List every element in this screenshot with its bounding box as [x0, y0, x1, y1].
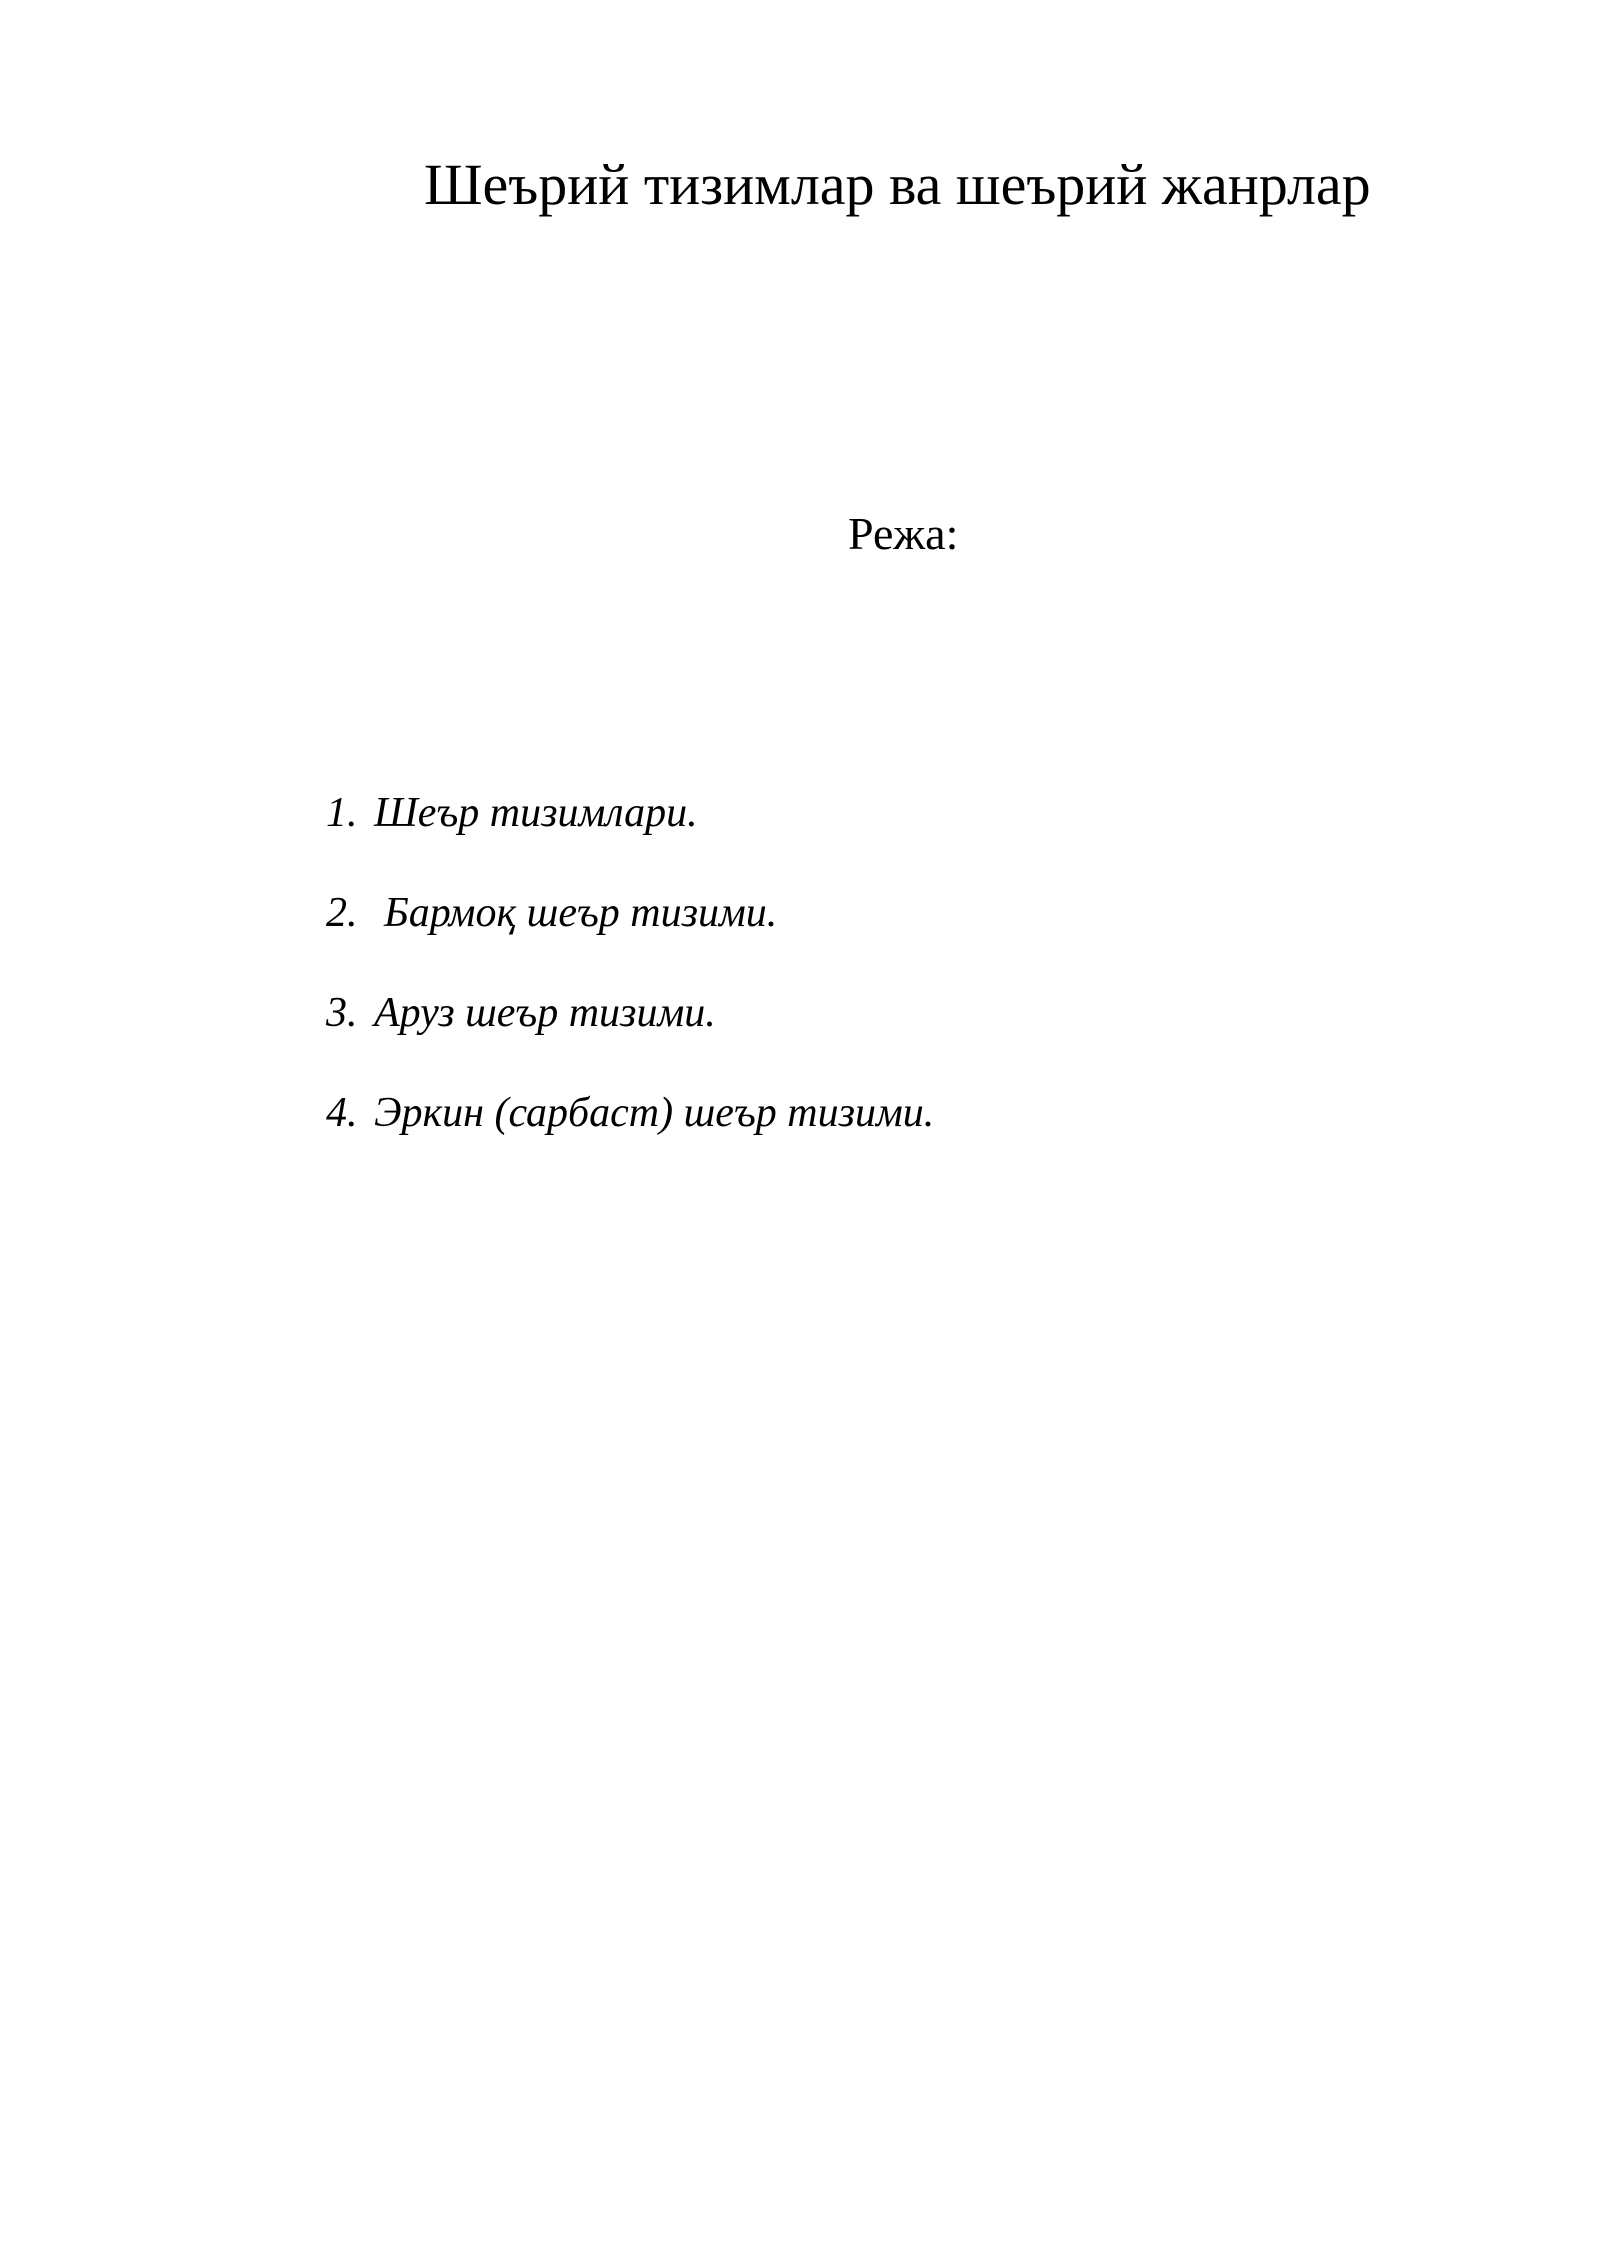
plan-item-text: Аруз шеър тизими.	[374, 990, 716, 1036]
plan-item	[326, 788, 934, 888]
plan-item	[326, 888, 934, 988]
plan-item-number: 1.	[326, 790, 358, 836]
plan-item-number: 4.	[326, 1090, 358, 1136]
plan-item-text: Шеър тизимлари.	[374, 790, 698, 836]
plan-heading: Режа:	[848, 508, 959, 559]
document-title: Шеърий тизимлар ва шеърий жанрлар	[424, 152, 1371, 217]
plan-item	[326, 1088, 934, 1188]
plan-item-text: Бармоқ шеър тизими.	[384, 890, 778, 936]
plan-item-number: 3.	[326, 990, 358, 1036]
plan-item-text: Эркин (сарбаст) шеър тизими.	[374, 1090, 935, 1136]
plan-item	[326, 988, 934, 1088]
plan-item-number: 2.	[326, 890, 358, 936]
plan-list	[326, 788, 934, 1188]
